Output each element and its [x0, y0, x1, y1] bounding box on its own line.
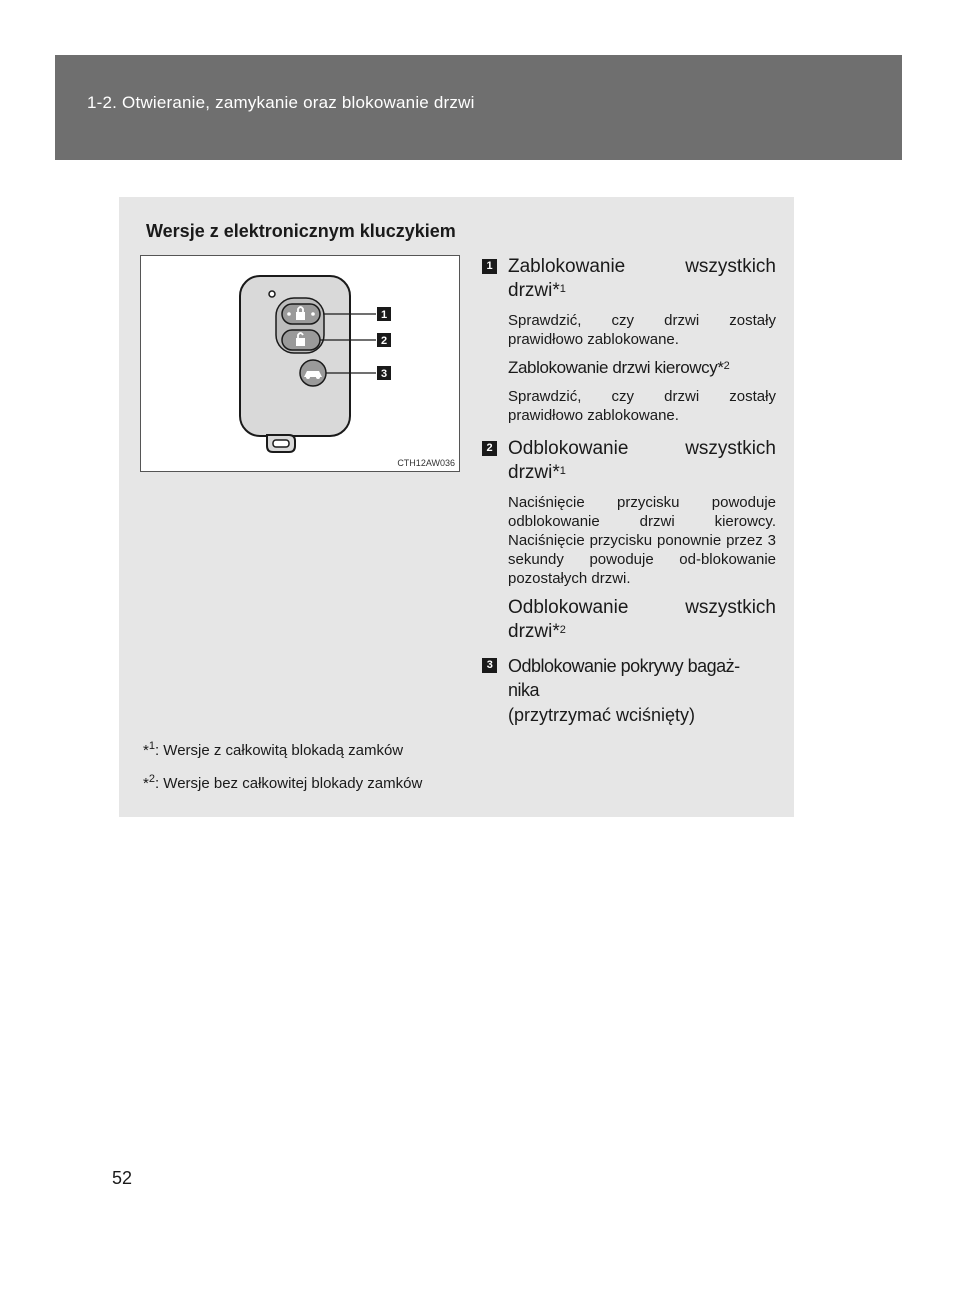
- smart-key-illustration: [141, 256, 459, 471]
- key-figure: [140, 255, 460, 472]
- item-2-desc: Naciśnięcie przycisku powoduje odblokowanie drzwi kierowcy. Naciśnięcie przycisku ponownie przez 3 sekundy powoduje od-blokowanie pozostałych drzwi.: [508, 494, 776, 587]
- item-1-desc: Sprawdzić, czy drzwi zostały prawidłowo zablokowane.: [508, 312, 776, 348]
- callout-1: 1: [380, 309, 388, 321]
- item-3-heading: 3 Odblokowanie pokrywy bagaż- nika: [482, 654, 776, 702]
- item-2-badge: 2: [482, 441, 497, 456]
- callout-3: 3: [380, 368, 388, 380]
- item-3-badge: 3: [482, 658, 497, 673]
- panel-title: Wersje z elektronicznym kluczykiem: [146, 221, 456, 241]
- page-number: 52: [112, 1168, 133, 1188]
- footnote-1: *$^1$: Wersje z całkowitą blokadą zamków: [143, 740, 404, 759]
- callout-2: 2: [380, 335, 388, 347]
- chapter-title: 1-2. Otwieranie, zamykanie oraz blokowanie drzwi: [87, 93, 475, 112]
- item-1-badge: 1: [482, 259, 497, 274]
- item-1-subdesc: Sprawdzić, czy drzwi zostały prawidłowo zablokowane.: [508, 388, 776, 424]
- item-3-note: (przytrzymać wciśnięty): [508, 705, 696, 725]
- item-2-heading: 2 Odblokowanie wszystkich drzwi*$^1$: [482, 437, 776, 485]
- item-1-heading: 1 Zablokowanie wszystkich drzwi*$^1$: [482, 255, 776, 303]
- info-panel: [119, 197, 794, 817]
- item-1-subheading: Zablokowanie drzwi kierowcy*$^2$: [508, 358, 730, 377]
- footnote-2: *$^2$: Wersje bez całkowitej blokady zamków: [143, 773, 423, 792]
- chapter-header: [55, 55, 902, 160]
- items-column: [482, 255, 776, 726]
- figure-code: CTH12AW036: [397, 458, 455, 468]
- item-2-subheading: Odblokowanie wszystkich drzwi*$^2$: [508, 597, 776, 642]
